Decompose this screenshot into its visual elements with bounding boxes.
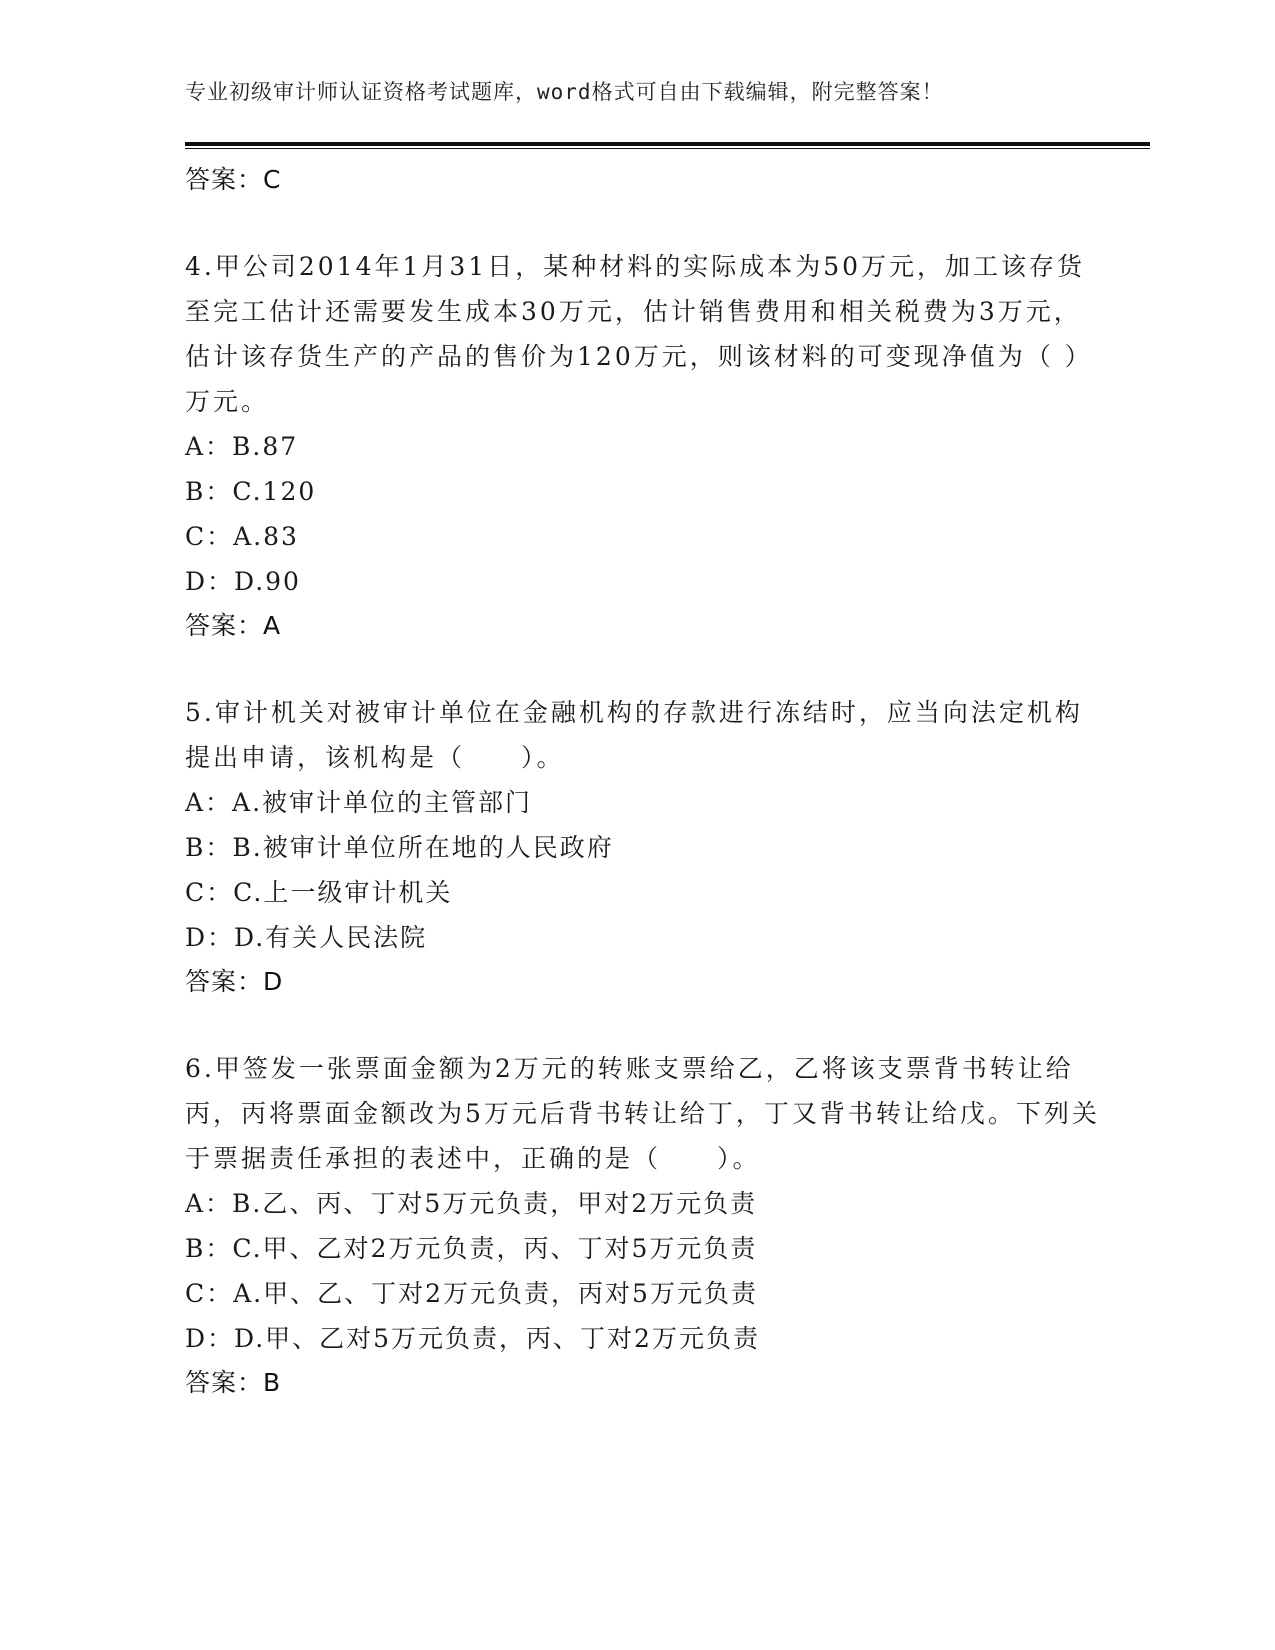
option-b: B：C.甲、乙对2万元负责，丙、丁对5万元负责 (185, 1234, 758, 1263)
answer-label: 答案：C (185, 165, 282, 194)
option-a: A：A.被审计单位的主管部门 (185, 788, 533, 817)
question-4 (185, 244, 1105, 648)
header-rule-thick (185, 142, 1150, 146)
option-c: C：C.上一级审计机关 (185, 878, 453, 907)
answer-label: 答案：A (185, 611, 282, 640)
option-b: B：C.120 (185, 477, 317, 506)
question-6 (185, 1046, 1105, 1405)
document-body (185, 158, 1105, 1405)
question-stem: 4.甲公司2014年1月31日，某种材料的实际成本为50万元，加工该存货至完工估计还需要发生成本30万元，估计销售费用和相关税费为3万元，估计该存货生产的产品的售价为120万元，则该材料的可变现净值为（ ）万元。 (185, 252, 1093, 416)
option-c: C：A.83 (185, 522, 299, 551)
option-a: A：B.87 (185, 432, 299, 461)
question-stem: 5.审计机关对被审计单位在金融机构的存款进行冻结时，应当向法定机构提出申请，该机构是（ ）。 (185, 698, 1083, 772)
header-rule-thin (185, 148, 1150, 149)
question-stem: 6.甲签发一张票面金额为2万元的转账支票给乙，乙将该支票背书转让给丙，丙将票面金额改为5万元后背书转让给丁，丁又背书转让给戊。下列关于票据责任承担的表述中，正确的是（ ）。 (185, 1054, 1100, 1173)
answer-label: 答案：B (185, 1368, 282, 1397)
option-c: C：A.甲、乙、丁对2万元负责，丙对5万元负责 (185, 1279, 758, 1308)
page-header: 专业初级审计师认证资格考试题库，word格式可自由下载编辑，附完整答案！ (185, 80, 944, 104)
option-d: D：D.甲、乙对5万元负责，丙、丁对2万元负责 (185, 1324, 760, 1353)
option-a: A：B.乙、丙、丁对5万元负责，甲对2万元负责 (185, 1189, 758, 1218)
option-d: D：D.90 (185, 567, 301, 596)
option-b: B：B.被审计单位所在地的人民政府 (185, 833, 614, 862)
question-5 (185, 690, 1105, 1004)
answer-label: 答案：D (185, 967, 284, 996)
option-d: D：D.有关人民法院 (185, 923, 428, 952)
